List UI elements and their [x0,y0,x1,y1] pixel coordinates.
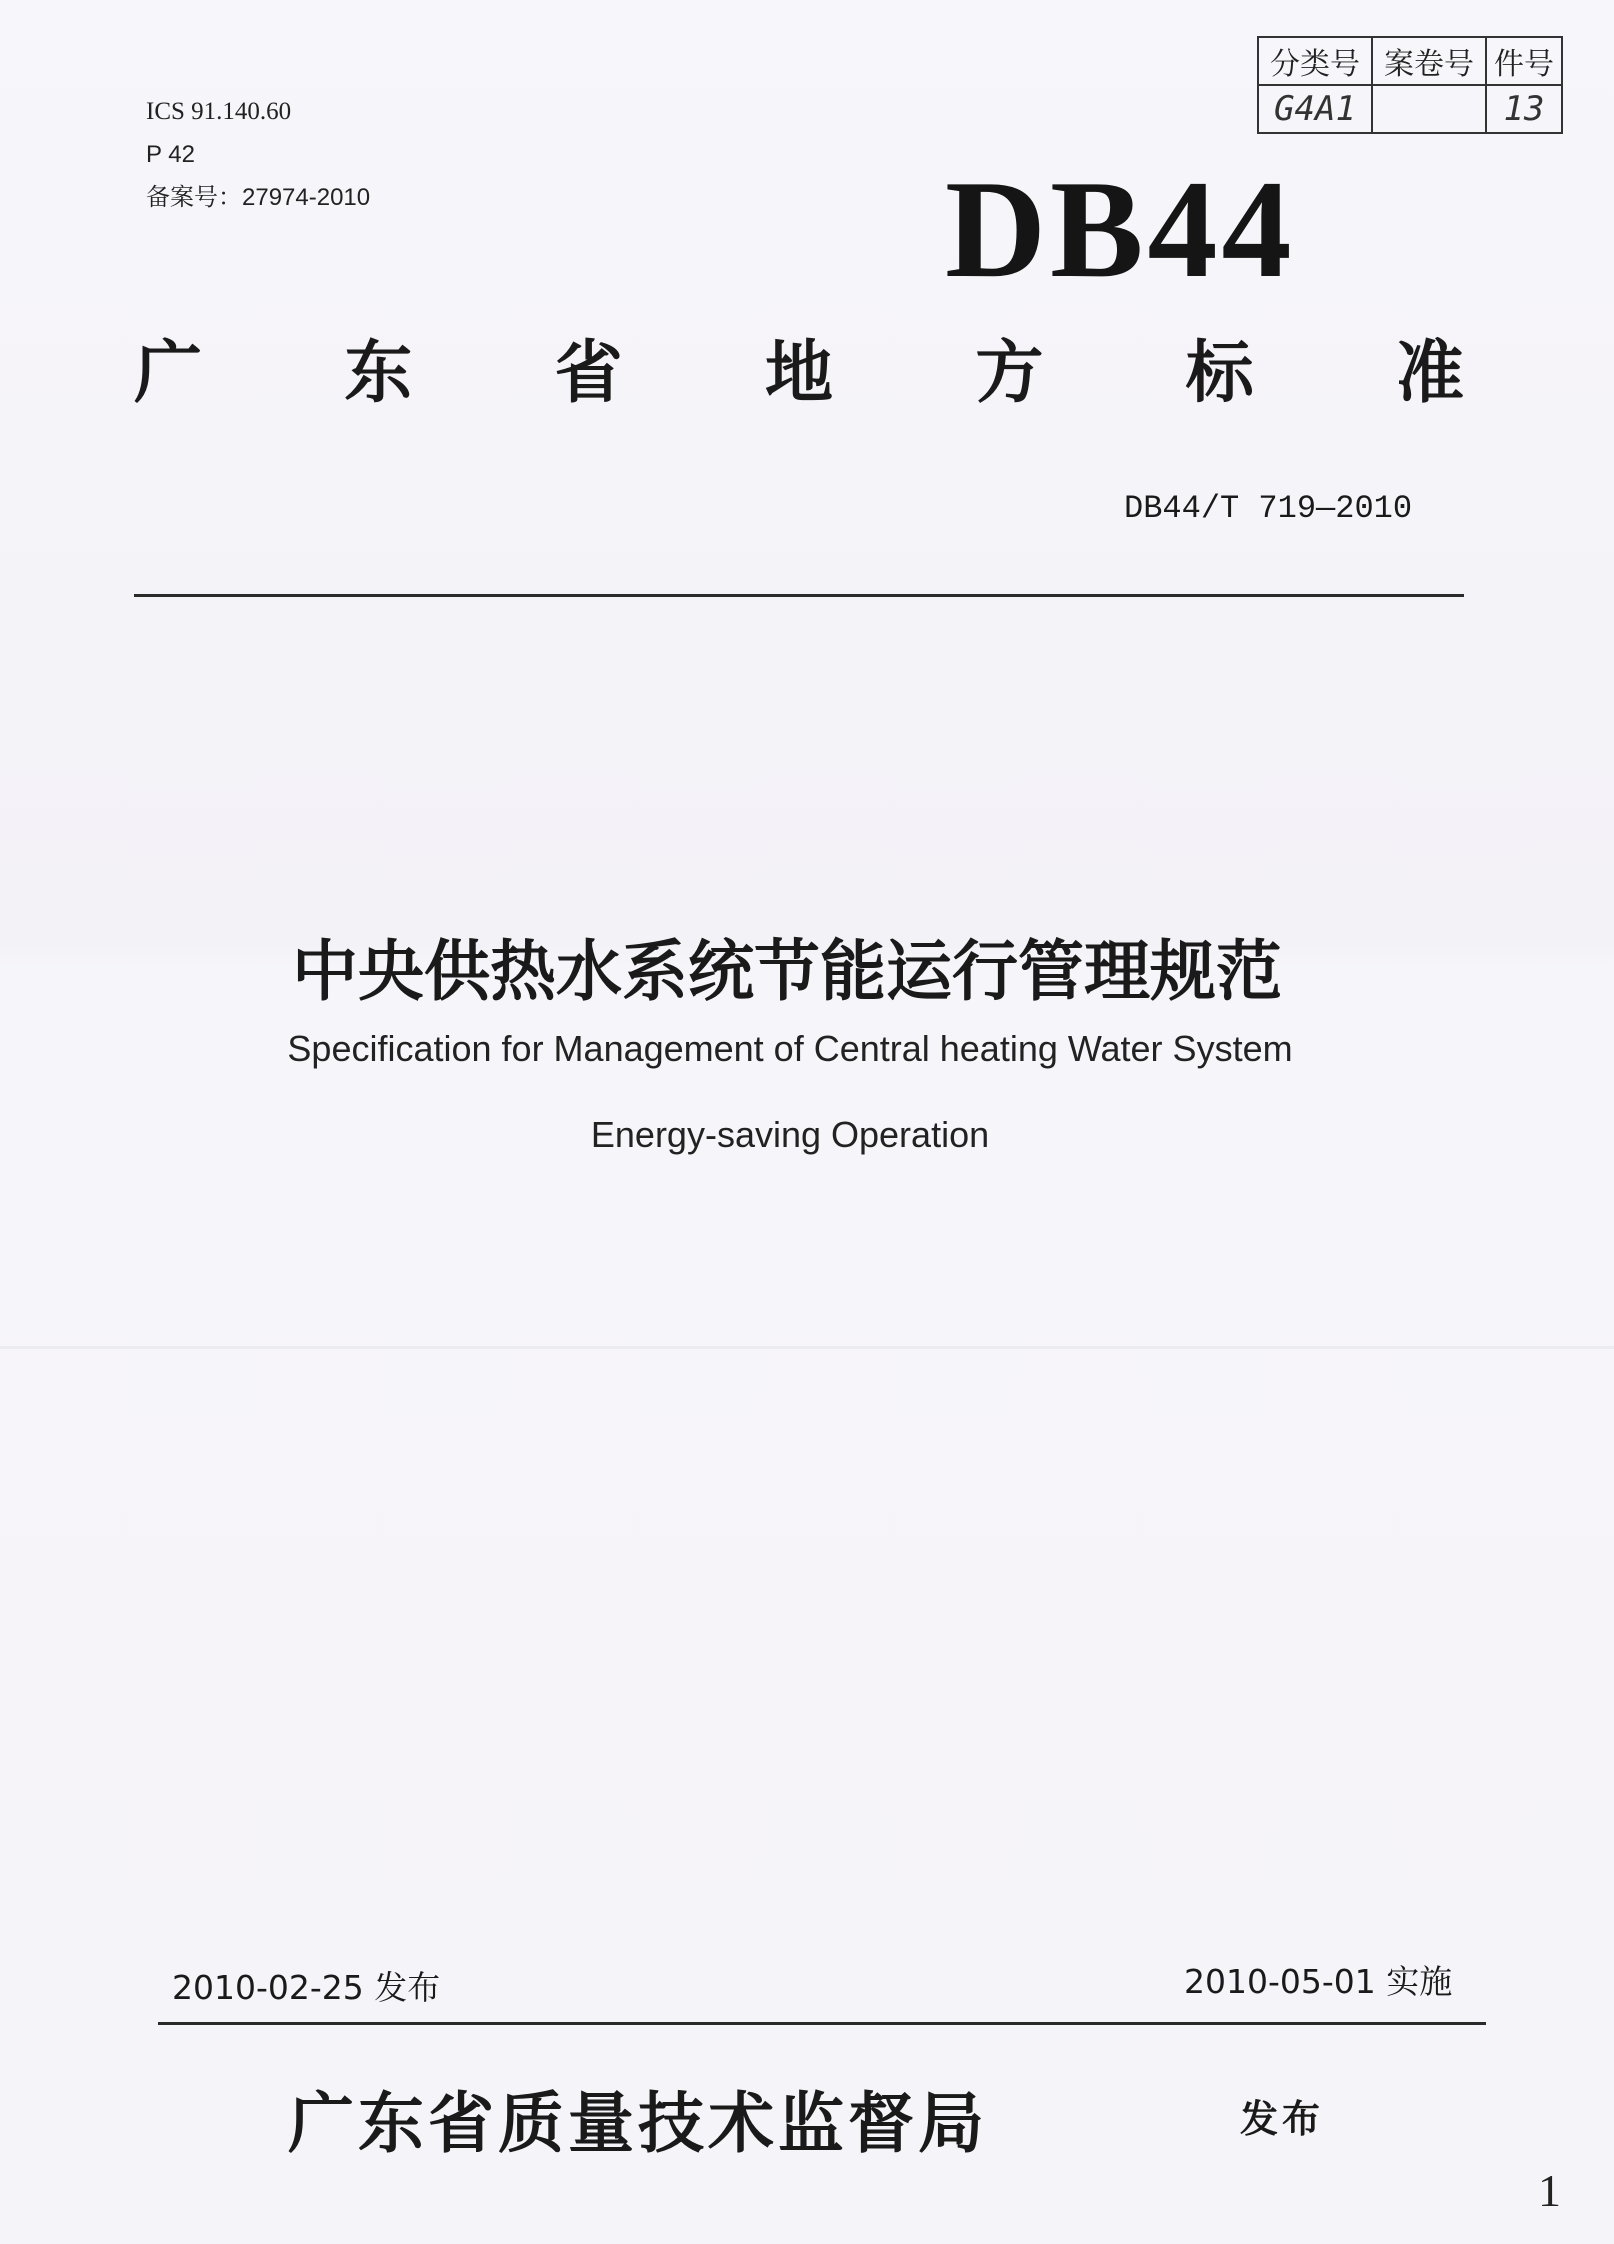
archive-header-category: 分类号 [1258,37,1372,85]
title-english-line2: Energy-saving Operation [590,1114,990,1155]
standard-type-char: 方 [975,334,1044,413]
title-chinese: 中央供热水系统节能运行管理规范 [292,933,1282,1010]
standard-number: DB44/T 719—2010 [1124,490,1413,527]
standard-type-char: 准 [1395,334,1464,413]
standard-type-char: 广 [134,334,203,413]
issuing-authority-suffix: 发布 [1240,2097,1325,2141]
archive-value-category: G4A1 [1258,85,1372,133]
standard-type-char: 标 [1185,334,1254,413]
archive-value-row [1258,85,1562,133]
archive-value-volume [1372,85,1486,133]
scan-fold-line [0,1346,1614,1349]
standard-type-char: 省 [554,334,623,413]
ics-code: ICS 91.140.60 [146,98,292,125]
record-number: 备案号：27974-2010 [146,184,371,211]
issuing-authority: 广东省质量技术监督局 [288,2084,988,2162]
db44-logo: DB44 [945,152,1296,307]
archive-value-item: 13 [1486,85,1562,133]
footer-divider [158,2022,1486,2025]
archive-header-row [1258,37,1562,85]
header-divider [134,594,1464,597]
classification-block [146,90,370,219]
standard-type-char: 地 [764,334,833,413]
archive-header-volume: 案卷号 [1372,37,1486,85]
standard-type-char: 东 [344,334,413,413]
issue-date: 2010-02-25 发布 [172,1968,441,2007]
standard-type-heading [134,334,1464,413]
ccs-code: P 42 [146,141,195,168]
implementation-date: 2010-05-01 实施 [1184,1962,1453,2001]
archive-stamp-box [1257,36,1563,134]
title-english-line1: Specification for Management of Central heating Water System [287,1028,1293,1069]
page-number: 1 [1538,2165,1561,2216]
archive-header-item: 件号 [1486,37,1562,85]
